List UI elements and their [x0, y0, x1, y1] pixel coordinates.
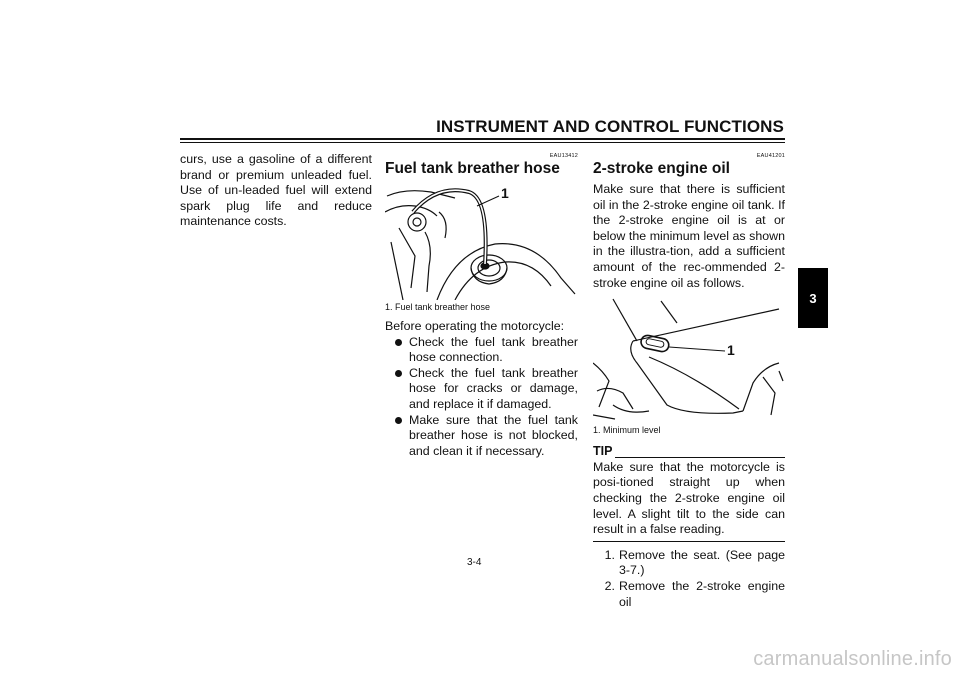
oil-callout-number: 1: [727, 342, 735, 359]
breather-hose-figure: [385, 182, 577, 300]
list-item: [593, 579, 785, 610]
column-left: [180, 152, 372, 230]
tip-box: [593, 444, 785, 542]
list-item: [593, 548, 785, 579]
tip-label: TIP: [593, 444, 613, 459]
tip-text: Make sure that the motorcycle is posi-tioned straight up when checking the 2-stroke engine oil level. A slight tilt to the side can result in a false reading.: [593, 459, 785, 537]
header-rule-thin: [180, 142, 785, 143]
section-title-breather: Fuel tank breather hose: [385, 160, 560, 177]
breather-callout-number: 1: [501, 185, 509, 201]
oil-body-paragraph: Make sure that there is sufficient oil in the 2-stroke engine oil tank. If the 2-stroke engine oil is at or below the minimum level as shown in the illustra-tion, add a sufficient amount of the rec-ommended 2-stroke engine oil as follows.: [593, 182, 785, 290]
list-item: Check the fuel tank breather hose for cracks or damage, and replace it if damaged.: [385, 366, 578, 413]
breather-hose-illustration: [385, 182, 577, 300]
tip-end-rule: [593, 541, 785, 542]
chapter-side-tab: 3: [798, 268, 828, 328]
step-text: Remove the 2-stroke engine oil: [619, 578, 785, 609]
section-code-oil: EAU41201: [756, 153, 785, 159]
list-item: Check the fuel tank breather hose connection.: [385, 335, 578, 366]
oil-steps: [593, 548, 785, 610]
column-right: [593, 152, 785, 610]
header-title: INSTRUMENT AND CONTROL FUNCTIONS: [436, 117, 784, 136]
oil-figure-caption: 1. Minimum level: [593, 425, 661, 436]
breather-intro: Before operating the motorcycle:: [385, 319, 565, 333]
oil-level-figure: [593, 297, 785, 423]
page-number: 3-4: [467, 557, 482, 568]
tip-rule: [615, 457, 785, 458]
tip-header: [593, 444, 785, 460]
step-text: Remove the seat. (See page 3-7.): [619, 547, 785, 578]
oil-level-illustration: [593, 297, 785, 423]
header-rule-thick: [180, 138, 785, 140]
continued-paragraph: curs, use a gasoline of a different brand or premium unleaded fuel. Use of un-leaded fuel will extend spark plug life and reduce maintenance costs.: [180, 152, 372, 229]
breather-checklist: [385, 335, 578, 460]
list-item: Make sure that the fuel tank breather hose is not blocked, and clean it if necessary.: [385, 413, 578, 460]
section-title-oil: 2-stroke engine oil: [593, 160, 730, 177]
column-middle: [385, 152, 578, 459]
step-number: 2.: [604, 578, 615, 593]
site-watermark: carmanualsonline.info: [753, 648, 952, 670]
breather-figure-caption: 1. Fuel tank breather hose: [385, 302, 491, 312]
section-code-breather: EAU13412: [549, 153, 578, 159]
step-number: 1.: [604, 547, 615, 562]
